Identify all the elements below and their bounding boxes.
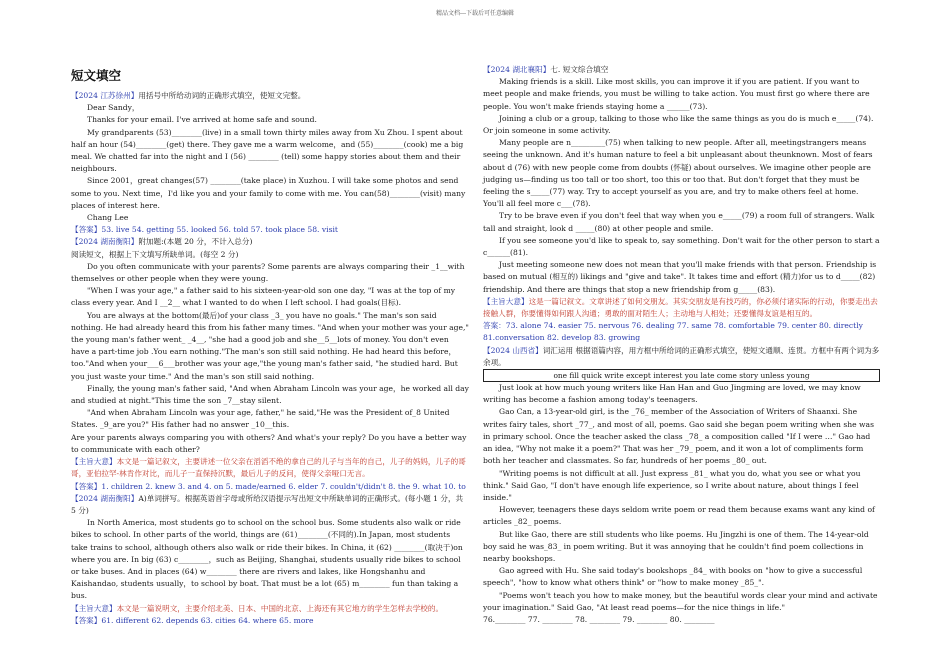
text: Thanks for your email. I've arrived at home safe and sound. <box>87 115 317 125</box>
left-paragraph <box>71 285 469 309</box>
text: Gao agreed with Hu. She said today's bookshops _84_ with books on "how to give a successful speech", "how to know what others think" or "how to make money _85_". <box>483 566 863 588</box>
right-paragraph <box>483 259 880 296</box>
text: 本文是一篇记叙文，主要讲述一位父亲在滔滔不绝的拿自己的儿子与当年的自己，儿子的妈妈，儿子的哥哥，亚伯拉罕-林肯作对比，而儿子一直保持沉默，最后儿子的反问，使得父亲哑口无言。 <box>71 457 466 479</box>
left-paragraph-plain <box>71 249 469 261</box>
source-tag: 【主旨大意】 <box>71 457 117 467</box>
text: 阅读短文，根据上下文填写所缺单词。(每空 2 分) <box>71 249 239 259</box>
text: Just look at how much young writers like Han Han and Guo Jingming are loved, we may know writing has become a fashion among today's teenagers. <box>483 383 861 405</box>
right-paragraph <box>483 565 880 589</box>
right-paragraph <box>483 406 880 467</box>
source-tag: 【2024 江苏徐州】 <box>71 91 139 100</box>
right-question-heading <box>483 345 880 369</box>
text: 73. alone 74. easier 75. nervous 76. dealing 77. same 78. comfortable 79. center 80. directly 81.conversation 82. develop 83. growing <box>483 321 863 343</box>
left-paragraph <box>71 517 469 602</box>
text: 61. different 62. depends 63. cities 64. where 65. more <box>101 615 314 625</box>
text: Just meeting someone new does not mean that you'll make friends with that person. Friendship is based on mutual (相互的) likings and "give and take". It takes time and effort (精力)for us to d_____(82) friendship. And there are things that stop a new friendship from g_____(83). <box>483 260 877 294</box>
page-header-note: 精品文档---下载后可任意编辑 <box>435 10 515 17</box>
text: 词汇运用 根据语篇内容，用方框中所给词的正确形式填空，使短文通顺、连贯。方框中有两个词为多余项。 <box>483 345 880 367</box>
left-paragraph <box>71 407 469 431</box>
text: In North America, most students go to school on the school bus. Some students also walk or ride bikes to school. In other parts of the world, things are (61)________(不同的).In Japan, most students take trains to school, although others also walk or ride their bikes. In China, it (62) ________(取决于)on where you are. In big (63) c________，such as Beijing, Shanghai, students usually ride bikes to school or take buses. And in places (64) w________ there are rivers and lakes, like Hongshanhu and Kaishandao, students usually，to school by boat. That must be a lot (65) m________ fun than taking a bus. <box>71 518 463 601</box>
text: 附加题:(本题 20 分，不计入总分) <box>138 237 253 247</box>
source-tag: 【主旨大意】 <box>71 603 117 613</box>
text: Finally, the young man's father said, "And when Abraham Lincoln was your age，he worked all day and studied at night."This time the son _7__stay silent. <box>71 383 469 406</box>
right-column-body <box>483 64 880 626</box>
left-answer-line <box>71 615 469 627</box>
left-question-heading <box>71 493 469 517</box>
source-tag: 【2024 湖北襄阳】 <box>483 65 551 74</box>
text: My grandparents (53)________(live) in a small town thirty miles away from Xu Zhou. I spent about half an hour (54)________(get) there. They gave me a warm welcome，and (55)________(cook) me a big meal. We chatted far into the night and I (56) ________ (tell) some happy stories about them and their neighbours. <box>71 127 464 174</box>
text: If you see someone you'd like to speak to, say something. Don't wait for the other person to start a c______(81). <box>483 235 880 258</box>
right-paragraph <box>483 590 880 614</box>
source-tag: 【主旨大意】 <box>483 296 529 306</box>
left-summary-note <box>71 603 469 615</box>
text: 1. children 2. knew 3. and 4. on 5. made/earned 6. elder 7. couldn't/didn't 8. the 9. what 10. to <box>101 481 466 491</box>
right-paragraph <box>483 210 880 234</box>
right-word-box <box>483 369 880 382</box>
text: Many people are n_________(75) when talking to new people. After all, meetingstrangers means seeing the unknown. And it's human nature to feel a bit unpleasant about theunknown. Most of fears about d (76) with new people come from doubts (怀疑) about ourselves. We imagine other people are judging us—finding us too tall or too short, too this or too that. But don't forget that they must be feeling the s_____(77) way. Try to accept yourself as you are, and try to make others feel at home. You'll all feel more c___(78). <box>483 138 873 209</box>
text: Are your parents always comparing you with others? And what's your reply? Do you have a better way to communicate with each other? <box>71 432 467 454</box>
text: Since 2001，great changes(57) ________(take place) in Xuzhou. I will take some photos and send some to you. Next time，I'd like you and your family to come with me. You can(58)________(visit) many places of interest here. <box>71 176 466 210</box>
right-question-heading <box>483 64 880 76</box>
right-paragraph <box>483 76 880 113</box>
right-paragraph <box>483 113 880 137</box>
source-tag: 答案： <box>483 321 506 331</box>
text: 用括号中所给动词的正确形式填空，使短文完整。 <box>138 91 306 100</box>
left-paragraph <box>71 175 469 212</box>
text: Do you often communicate with your parents? Some parents are always comparing their _1__with themselves or other people when they were young. <box>71 261 465 284</box>
right-paragraph <box>483 468 880 505</box>
left-paragraph <box>71 261 469 285</box>
right-paragraph <box>483 235 880 259</box>
right-paragraph <box>483 137 880 210</box>
right-paragraph <box>483 504 880 528</box>
right-column <box>483 64 880 626</box>
source-tag: 【答案】 <box>71 615 102 625</box>
text: 七. 短文综合填空 <box>550 65 609 74</box>
right-summary-note <box>483 296 880 320</box>
text: one fill quick write except interest you late come story unless young <box>553 371 810 381</box>
text: "When I was your age," a father said to his sixteen-year-old son one day, "I was at the top of my class every year. And I __2__ what I wanted to do when I left school. I had goals(目标). <box>71 286 456 308</box>
left-paragraph <box>71 114 469 126</box>
text: Try to be brave even if you don't feel that way when you e_____(79) a room full of strangers. Walk tall and straight, look d _____(80) at other people and smile. <box>483 211 875 233</box>
text: Making friends is a skill. Like most skills, you can improve it if you are patient. If you want to meet people and make friends, you must be willing to take action. You must first go where there are people. You won't make friends staying home a ______(73). <box>483 77 870 111</box>
text: Joining a club or a group, talking to those who like the same things as you do is much e_____(74). Or join someone in some activity. <box>483 113 874 136</box>
text: 53. live 54. getting 55. looked 56. told 57. took place 58. visit <box>101 225 338 235</box>
text: 76.________ 77. ________ 78. ________ 79. ________ 80. ________ <box>483 614 715 624</box>
text: "And when Abraham Lincoln was your age, father," he said,"He was the President of_8 United States. _9_are you?" His father had no answer _10__this. <box>71 408 450 430</box>
left-paragraph <box>71 102 469 114</box>
left-paragraph <box>71 212 469 224</box>
text: A)单词拼写。根据英语首字母或所给汉语提示写出短文中所缺单词的正确形式。(每小题 1 分，共 5 分) <box>71 493 464 515</box>
left-question-heading <box>71 90 469 102</box>
left-question-heading <box>71 236 469 248</box>
text: 这是一篇记叙文。文章讲述了如何交朋友。其实交朋友是有技巧的，你必须付诸实际的行动，你要走出去接触人群，你要懂得如何跟人沟通；勇敢的面对陌生人；主动地与人相处；还要懂得友谊是相互的。 <box>483 296 878 319</box>
left-summary-note <box>71 456 469 480</box>
left-paragraph <box>71 310 469 383</box>
text: You are always at the bottom(最后)of your class _3_ you have no goals." The man's son said nothing. He had already heard this from his father many times. "And when your mother was your age," the young man's father went_ _4__, "she had a good job and she__5__lots of money. You don't even have a part-time job .You earn nothing."The man's son still said nothing. He had heard this before，too."And when your___6___brother was your age,"the young man's father said, "he studied hard. But you just waste your time." And the man's son still said nothing. <box>71 310 469 381</box>
right-paragraph <box>483 382 880 406</box>
text: Dear Sandy， <box>87 103 140 113</box>
source-tag: 【2024 湖南衡阳】 <box>71 493 139 503</box>
source-tag: 【2024 山西省】 <box>483 345 543 355</box>
source-tag: 【答案】 <box>71 481 102 491</box>
left-paragraph <box>71 127 469 176</box>
left-paragraph-plain <box>71 432 469 456</box>
source-tag: 【答案】 <box>71 225 102 235</box>
left-column <box>71 64 469 627</box>
right-answer-line <box>483 320 880 344</box>
page-title: 短文填空 <box>71 68 122 83</box>
left-column-body <box>71 90 469 627</box>
left-answer-line <box>71 224 469 236</box>
text: "Writing poems is not difficult at all. Just express _81_ what you do, what you see or what you think." Said Gao, "I don't have enough life experience, so I write about nature, about things I feel inside." <box>483 468 861 502</box>
right-paragraph-plain <box>483 614 880 626</box>
text: However, teenagers these days seldom write poem or read them because exams want any kind of articles _82_ poems. <box>483 505 875 527</box>
text: Gao Can, a 13-year-old girl, is the _76_ member of the Association of Writers of Shaanxi. She writes fairy tales, short _77_, and most of all, poems. Gao said she began poem writing when she was in primary school. Once the teacher asked the class _78_ a composition called "If I were …" Gao had an idea, "Why not make it a poem?" That was her _79_ poem, and it won a lot of compliments form both her teacher and classmates. So far, hundreds of her poems _80_ out. <box>483 407 874 466</box>
source-tag: 【2024 湖南衡阳】 <box>71 237 139 247</box>
right-paragraph <box>483 529 880 566</box>
text: But like Gao, there are still students who like poems. Hu Jingzhi is one of them. The 14-year-old boy said he was_83_ in poem writing. But it was annoying that he couldn't find poem collections in nearby bookshops. <box>483 529 869 563</box>
text: Chang Lee <box>87 213 129 223</box>
text: "Poems won't teach you how to make money, but the beautiful words clear your mind and activate your imagination." Said Gao, "At least read poems—for the nice things in life." <box>483 590 878 612</box>
left-answer-line <box>71 481 469 493</box>
left-paragraph <box>71 383 469 407</box>
text: 本文是一篇说明文，主要介绍北美、日本、中国的北京、上海还有其它地方的学生怎样去学校的。 <box>116 603 444 613</box>
